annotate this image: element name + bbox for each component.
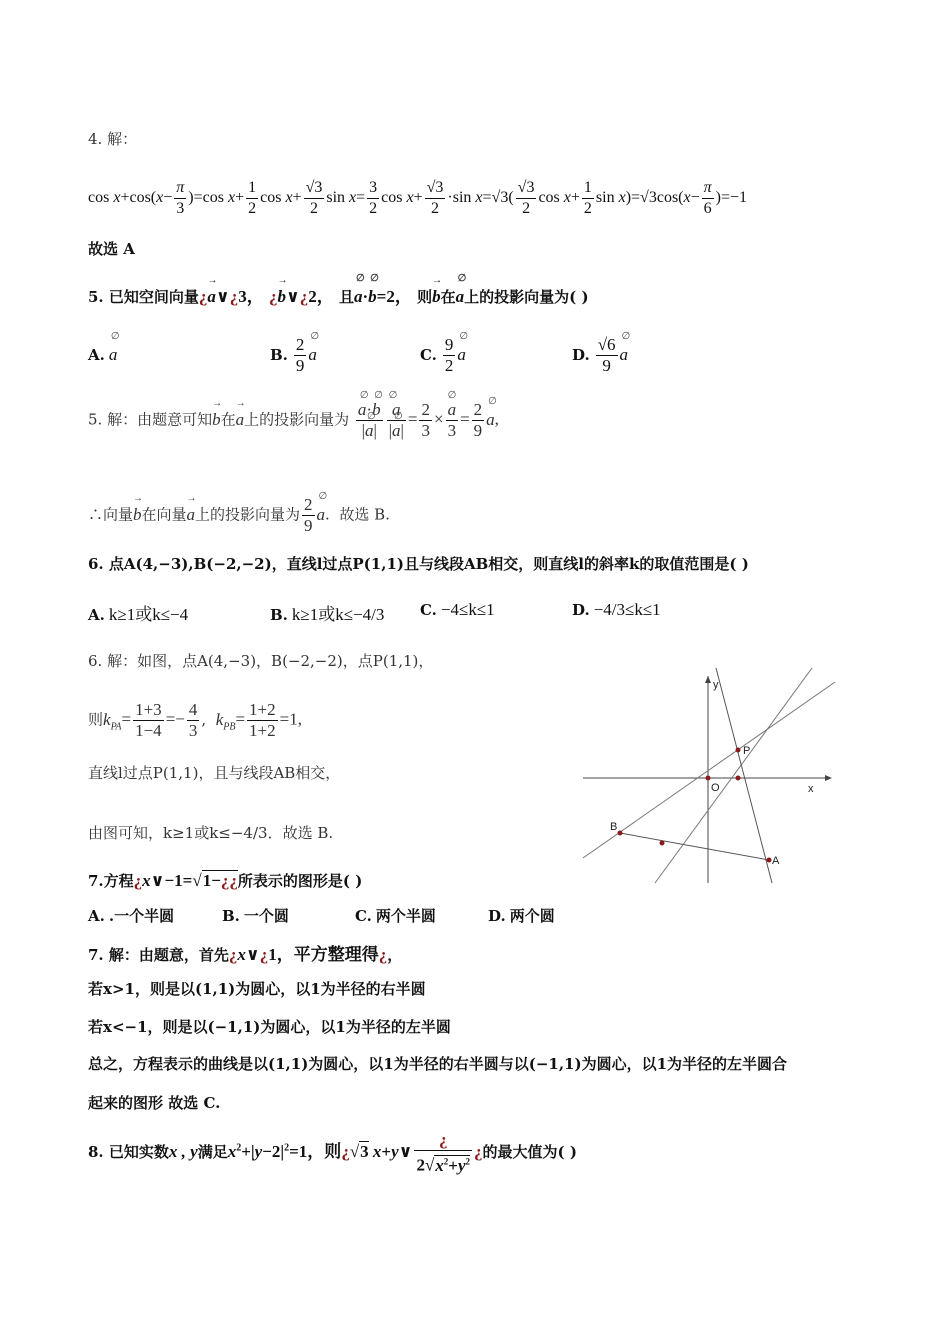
- q6-solution-1: 6. 解：如图，点A(4,−3)，B(−2,−2)，点P(1,1)，: [88, 652, 434, 670]
- q8-title: 8. 已知实数x , y满足$x^2+|y-2|^2=1$，则¿√3 x+y∨ $\frac{¿}{2√x^2+y^2}$ ¿的最大值为( ): [88, 1130, 577, 1175]
- q7-solution-1: 7. 解：由题意，首先¿x∨¿1，平方整理得¿，: [88, 945, 403, 964]
- label-o: O: [711, 782, 720, 794]
- q5-option-d: D. $\frac{√6}{9}$ ∅ a: [572, 335, 628, 376]
- q7-solution-3: 若x<−1，则是以(−1,1)为圆心，以1为半径的左半圆: [88, 1018, 451, 1036]
- label-a: A: [772, 855, 780, 867]
- segment-ab: [620, 833, 769, 860]
- point-b: [618, 831, 623, 836]
- y-axis-arrow-icon: [705, 676, 711, 683]
- x-axis-arrow-icon: [825, 775, 832, 781]
- q5-option-a: A.∅ a: [88, 345, 117, 365]
- q6-option-b: B. k≥1或k≤−4/3: [270, 605, 385, 624]
- q7-option-c: C. 两个半圆: [355, 907, 436, 925]
- label-y: y: [713, 679, 719, 691]
- label-x: x: [808, 783, 814, 795]
- label-p: P: [743, 745, 751, 757]
- q7-option-b: B. 一个圆: [222, 907, 289, 925]
- q7-solution-5: 起来的图形 故选 C.: [88, 1094, 221, 1112]
- label-b: B: [610, 821, 618, 833]
- q6-option-d: D. −4/3≤k≤1: [572, 600, 661, 619]
- q6-title: 6. 点A(4,−3),B(−2,−2)，直线l过点P(1,1)且与线段AB相交，则直线l的斜率k的取值范围是( ): [88, 555, 749, 573]
- point-p: [736, 748, 741, 753]
- line-steep: [655, 668, 812, 883]
- point-intersection: [660, 841, 665, 846]
- q6-graph: [580, 668, 840, 888]
- q6-solution-2: 则$k_{PA}=$ $\frac{1+3}{1-4}$ =− $\frac{4}{3}$ , $k_{PB}=$ $\frac{1+2}{1+2}$ =1,: [88, 700, 302, 740]
- point-p-foot: [736, 776, 741, 781]
- q5-option-c: C. $\frac{9}{2}$ ∅ a: [420, 335, 466, 376]
- q6-option-c: C. −4≤k≤1: [420, 600, 495, 619]
- q6-solution-3: 直线l过点P(1,1)，且与线段AB相交，: [88, 764, 341, 782]
- q5-option-b: B. $\frac{2}{9}$ ∅ a: [270, 335, 317, 376]
- q7-title: 7.方程¿x∨−1=√1−¿¿所表示的图形是( ): [88, 871, 363, 890]
- q6-solution-4: 由图可知，k≥1或k≤−4/3．故选 B.: [88, 824, 334, 842]
- q5-solution: 5. 解：由题意可知→ b在→ a上的投影向量为 ∅ $\frac{a\cdot\emptyset b}{|\emptyset a|}$ ∅ $\frac{a}{|\emptyset a|}$ = $\frac{2}{3}$ × ∅ $\frac{a}{3}$ = $\frac{2}{9}$ ∅ a,: [88, 400, 499, 441]
- point-a: [767, 858, 772, 863]
- q5-title: 5. 已知空间向量¿→ a∨¿3， ¿→ b∨¿2， 且∅ a·∅ b=2， 则→ b在∅ a上的投影向量为( ): [88, 282, 589, 307]
- q4-header: 4. 解：: [88, 130, 138, 148]
- q7-option-a: A. .一个半圆: [88, 907, 175, 925]
- line-pa: [716, 668, 772, 883]
- q4-equation: cos x+cos(x− $\frac{\pi}{3}$ )=cos x+ $\frac{1}{2}$ cos x+ $\frac{√3}{2}$ sin x= $\frac{3}{2}$ cos x+ $\frac{√3}{2}$ ·sin x=√3( $\frac{√3}{2}$ cos x+ $\frac{1}{2}$ sin x)=√3cos(x− $\frac{\pi}{6}$ )=−1: [88, 179, 748, 217]
- q7-solution-2: 若x>1，则是以(1,1)为圆心，以1为半径的右半圆: [88, 980, 426, 998]
- point-o: [706, 776, 711, 781]
- q7-solution-4: 总之，方程表示的曲线是以(1,1)为圆心，以1为半径的右半圆与以(−1,1)为圆心，以1为半径的左半圆合: [88, 1055, 788, 1073]
- q7-option-d: D. 两个圆: [488, 907, 555, 925]
- q5-therefore: ∴向量→ b在向量→ a上的投影向量为 $\frac{2}{9}$ ∅ a. 故选 B.: [88, 495, 390, 536]
- q4-conclusion: 故选 A: [88, 240, 135, 258]
- q6-option-a: A. k≥1或k≤−4: [88, 605, 189, 624]
